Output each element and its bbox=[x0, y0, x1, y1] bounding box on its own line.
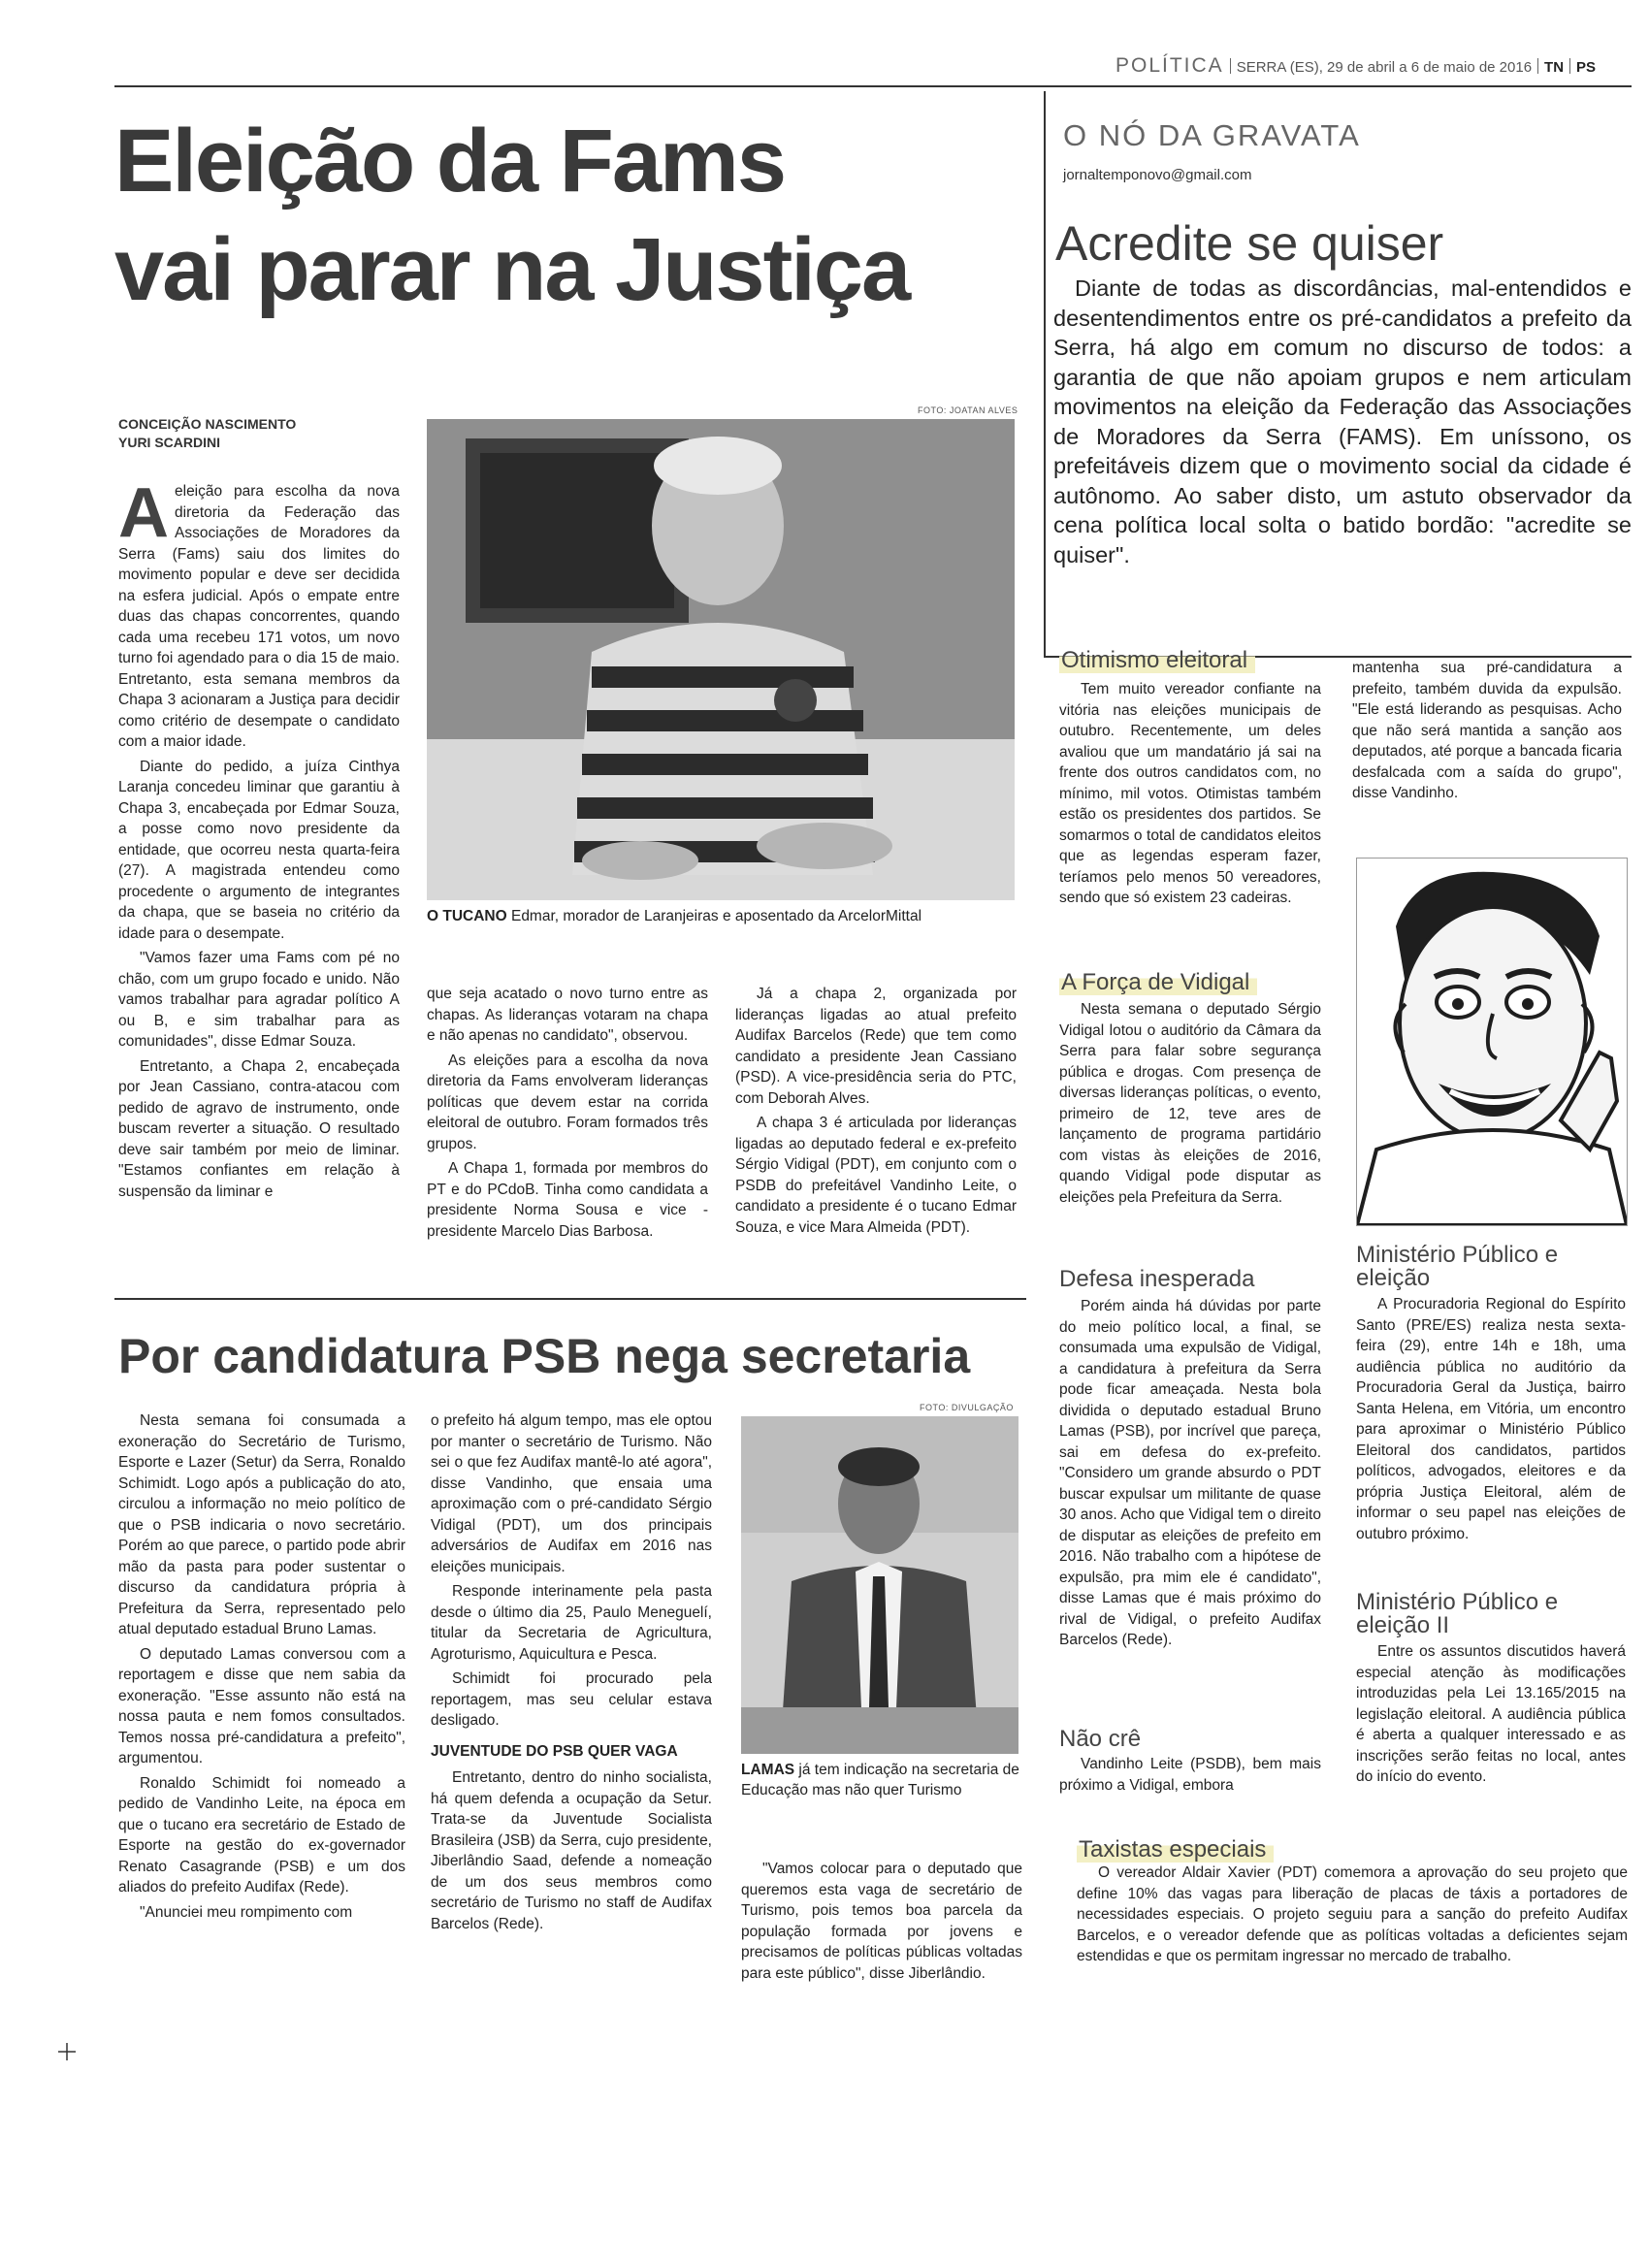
lamas-photo bbox=[741, 1416, 1018, 1754]
caption-text: Edmar, morador de Laranjeiras e aposentado da ArcelorMittal bbox=[506, 908, 922, 924]
main-col2-p1: que seja acatado o novo turno entre as chapas. As lideranças votaram na chapa e não apenas no candidato", observou. bbox=[427, 986, 708, 1044]
paper-abbrev-b: PS bbox=[1576, 59, 1597, 76]
note-forca-text: Nesta semana o deputado Sérgio Vidigal lotou o auditório da Câmara da Serra para falar sobre segurança pública e drogas. Com presença de diversas lideranças políticas, o evento, primeiro de 12, teve ares de lançamento de programa partidário com vistas às eleições de 2016, quando Vidigal pode disputar as eleições pela Prefeitura da Serra. bbox=[1059, 1001, 1321, 1206]
psb-col1-p1: Nesta semana foi consumada a exoneração do Secretário de Turismo, Esporte e Lazer (Setur) da Serra, Ronaldo Schimidt. Logo após a publicação do ato, circulou a informação no meio político de que o PSB indicaria o novo secretário. Porém ao que parece, o partido pode abrir mão da pasta para poder sustentar o discurso da candidatura própria à Prefeitura da Serra, representado pelo atual deputado estadual Bruno Lamas. bbox=[118, 1412, 405, 1637]
note-otimismo-continued bbox=[1352, 658, 1622, 808]
edmar-photo-illustration bbox=[427, 419, 1015, 900]
note-naocre-text: Vandinho Leite (PSDB), bem mais próximo a Vidigal, embora bbox=[1059, 1756, 1321, 1794]
note-taxi-head: Taxistas especiais bbox=[1077, 1837, 1274, 1863]
column-title: Acredite se quiser bbox=[1055, 216, 1444, 271]
psb-col-2 bbox=[431, 1410, 712, 1938]
note-mp2-head: Ministério Público e eleição II bbox=[1356, 1589, 1559, 1638]
paper-abbrev-a: TN bbox=[1544, 59, 1565, 76]
psb-col1-p2: O deputado Lamas conversou com a reportagem e disse que nem sabia da exoneração. "Esse assunto não está na nossa pauta e nem fomos consultados. Temos nossa pré-candidatura a prefeito", argumentou. bbox=[118, 1645, 405, 1766]
main-col3-p1: Já a chapa 2, organizada por lideranças ligadas ao atual prefeito Audifax Barcelos (Rede) que tem como candidato a presidente Jean Cassiano (PSD). A vice-presidência seria do PTC, com Deborah Alves. bbox=[735, 986, 1017, 1107]
photo-caption bbox=[427, 906, 1028, 926]
note-mp-head: Ministério Público e eleição bbox=[1356, 1242, 1559, 1291]
psb-col-3 bbox=[741, 1859, 1022, 1988]
main-story-col-2 bbox=[427, 984, 708, 1246]
note-defesa-text: Porém ainda há dúvidas por parte do meio político local, a final, se consumada uma expulsão de Vidigal, a candidatura à prefeitura da Serra pode ficar ameaçada. Nesta bola dividida o deputado estadual Bruno Lamas (PSB), por incrível que pareça, sai em defesa do ex-prefeito. "Considero um grande absurdo o PDT buscar expulsar um militante de quase 30 anos. Acho que Vidigal tem o direito de disputar as eleições de prefeito em 2016. Não trabalho com a hipótese de expulsão, pra mim ele é candidato", disse Lamas que é mais próximo do rival de Vidigal, o prefeito Audifax Barcelos (Rede). bbox=[1059, 1298, 1321, 1648]
note-otimismo-text: Tem muito vereador confiante na vitória nas eleições municipais de outubro. Recentemente, um deles avaliou que um mandatário já sai na frente dos outros candidatos com, no mínimo, mil votos. Otimistas também estão os presidentes dos partidos. Se somarmos o total de candidatos eleitos que as legendas esperam fazer, teríamos pelo menos 50 vereadores, sendo que só existem 23 cadeiras. bbox=[1059, 681, 1321, 906]
note-forca-head: A Força de Vidigal bbox=[1059, 970, 1257, 995]
psb-caption-label: LAMAS bbox=[741, 1762, 795, 1778]
main-col3-p2: A chapa 3 é articulada por lideranças ligadas ao deputado federal e ex-prefeito Sérgio Vidigal (PDT), em conjunto com o PSDB do prefeitável Vandinho Leite, o candidato a presidente é o tucano Edmar Souza, e vice Mara Almeida (PDT). bbox=[735, 1115, 1017, 1236]
section-label: POLÍTICA bbox=[1116, 54, 1224, 77]
psb-col3-p1: "Vamos colocar para o deputado que queremos esta vaga de secretário de Turismo, pois temos boa parcela da população formada por jovens e precisamos de políticas públicas voltadas para este público", disse Jiberlândio. bbox=[741, 1861, 1022, 1982]
psb-col2-p3: Schimidt foi procurado pela reportagem, mas seu celular estava desligado. bbox=[431, 1670, 712, 1729]
note-otimismo-cont-text: mantenha sua pré-candidatura a prefeito, também duvida da expulsão. "Ele está liderando as pesquisas. Acho que não será mantida a sanção aos deputados, até porque a bancada ficaria desfalcada com a saída do grupo", disse Vandinho. bbox=[1352, 660, 1622, 801]
note-forca bbox=[1059, 999, 1321, 1212]
header-rule bbox=[114, 85, 1632, 87]
note-naocre-head: Não crê bbox=[1059, 1726, 1142, 1752]
main-story-col-1 bbox=[118, 474, 400, 1206]
note-defesa bbox=[1059, 1296, 1321, 1655]
psb-caption-text: já tem indicação na secretaria de Educação mas não quer Turismo bbox=[741, 1762, 1019, 1798]
caption-label: O TUCANO bbox=[427, 908, 507, 924]
psb-col1-p3: Ronaldo Schimidt foi nomeado a pedido de Vandinho Leite, na época em que o tucano era secretário de Estado de Esporte na gestão do ex-governador Renato Casagrande (PSB) e um dos aliados do prefeito Audifax (Rede). bbox=[118, 1774, 405, 1895]
dropcap: A bbox=[118, 474, 169, 552]
lamas-photo-illustration bbox=[741, 1416, 1018, 1754]
psb-headline: Por candidatura PSB nega secretaria bbox=[118, 1329, 971, 1383]
main-col2-p3: A Chapa 1, formada por membros do PT e do PCdoB. Tinha como candidata a presidente Norma Sousa e vice -presidente Marcelo Dias Barbosa. bbox=[427, 1160, 708, 1240]
note-taxi-text: O vereador Aldair Xavier (PDT) comemora a aprovação do seu projeto que define 10% das vagas para liberação de placas de táxis a portadores de necessidades especiais. O projeto seguiu para a sanção do prefeito Audifax Barcelos, e o vereador defende que as políticas voltadas a deficientes sejam estendidas e que os permitam ingressar no mercado de trabalho. bbox=[1077, 1864, 1628, 1964]
main-headline bbox=[114, 107, 1026, 324]
note-mp2-text: Entre os assuntos discutidos haverá especial atenção às modificações introduzidas pela Lei 13.165/2015 na legislação eleitoral. A audiência pública é aberta a qualquer interessado e as inscrições serão feitas no local, antes do início do evento. bbox=[1356, 1643, 1626, 1785]
author-1: CONCEIÇÃO NASCIMENTO bbox=[118, 416, 297, 432]
photo-credit: FOTO: JOATAN ALVES bbox=[918, 405, 1018, 415]
note-taxi bbox=[1077, 1863, 1628, 1971]
author-2: YURI SCARDINI bbox=[118, 435, 221, 450]
note-mp-text: A Procuradoria Regional do Espírito Santo (PRE/ES) realiza nesta sexta-feira (29), entre 14h e 18h, uma audiência pública no auditório da Procuradoria Geral da Justiça, bairro Santa Helena, em Vitória, um encontro para aproximar o Ministério Público Eleitoral dos candidatos, partidos políticos, advogados, eleitores e da própria Justiça Eleitoral, além de informar o seu papel nas eleições de outubro próximo. bbox=[1356, 1296, 1626, 1542]
note-mp2 bbox=[1356, 1641, 1626, 1792]
headline-line-2: vai parar na Justiça bbox=[114, 220, 910, 319]
psb-col1-p4: "Anunciei meu rompimento com bbox=[140, 1903, 353, 1921]
main-col2-p2: As eleições para a escolha da nova diretoria da Fams envolveram lideranças políticas que devem estar na corrida eleitoral de outubro. Foram formados três grupos. bbox=[427, 1052, 708, 1152]
headline-line-1: Eleição da Fams bbox=[114, 112, 785, 211]
note-defesa-head: Defesa inesperada bbox=[1059, 1266, 1255, 1292]
psb-col-1 bbox=[118, 1410, 405, 1927]
psb-subhead: JUVENTUDE DO PSB QUER VAGA bbox=[431, 1742, 678, 1760]
byline bbox=[118, 415, 409, 452]
crosshair-icon bbox=[58, 2043, 76, 2060]
place-date: SERRA (ES), 29 de abril a 6 de maio de 2016 bbox=[1236, 59, 1533, 76]
note-otimismo-head: Otimismo eleitoral bbox=[1059, 648, 1255, 673]
psb-col2-p2: Responde interinamente pela pasta desde o último dia 25, Paulo Meneguelí, titular da Secretaria de Agricultura, Agroturismo, Aquicultura e Pesca. bbox=[431, 1583, 712, 1663]
page-folio bbox=[1116, 54, 1630, 81]
column-lead-text: Diante de todas as discordâncias, mal-entendidos e desentendimentos entre os pré-candidatos a prefeito da Serra, há algo em comum no discurso de todos: a garantia de que não apoiam grupos e nem articulam movimentos na eleição da Federação das Associações de Moradores da Serra (FAMS). Em uníssono, os prefeitáveis dizem que o movimento social da cidade é autônomo. Ao saber disto, um astuto observador da cena política local solta o batido bordão: "acredite se quiser". bbox=[1053, 275, 1632, 567]
note-otimismo bbox=[1059, 679, 1321, 913]
column-email: jornaltemponovo@gmail.com bbox=[1063, 167, 1252, 183]
note-mp bbox=[1356, 1294, 1626, 1548]
vidigal-caricature bbox=[1356, 858, 1628, 1226]
psb-photo-credit: FOTO: DIVULGAÇÃO bbox=[920, 1403, 1014, 1412]
edmar-photo bbox=[427, 419, 1015, 900]
story-divider bbox=[114, 1298, 1026, 1300]
main-col1-p4: Entretanto, a Chapa 2, encabeçada por Jean Cassiano, contra-atacou com pedido de agravo de instrumento, onde buscam reverter a situação. O resultado deve sair também por meio de liminar. "Estamos confiantes em relação à suspensão da liminar e bbox=[118, 1057, 400, 1200]
psb-photo-caption bbox=[741, 1760, 1028, 1800]
column-name: O NÓ DA GRAVATA bbox=[1063, 118, 1361, 152]
column-lead bbox=[1053, 274, 1632, 569]
psb-col2-p1: o prefeito há algum tempo, mas ele optou por manter o secretário de Turismo. Não sei o que fez Audifax mantê-lo até agora", disse Vandinho, que ensaia uma aproximação com o pré-candidato Sérgio Vidigal (PDT), um dos principais adversários de Audifax em 2016 nas eleições municipais. bbox=[431, 1412, 712, 1575]
note-naocre bbox=[1059, 1754, 1321, 1799]
caricature-illustration bbox=[1357, 859, 1627, 1225]
psb-col2-p4: Entretanto, dentro do ninho socialista, há quem defenda a ocupação da Setur. Trata-se da Juventude Socialista Brasileira (JSB) da Serra, cujo presidente, Jiberlândio Saad, defende a nomeação de um dos seus membros como secretário de Turismo no staff de Audifax Barcelos (Rede). bbox=[431, 1769, 712, 1932]
main-story-col-3 bbox=[735, 984, 1017, 1242]
main-col1-p3: "Vamos fazer uma Fams com pé no chão, com um grupo focado e unido. Não vamos trabalhar para agradar político A ou B, e sim trabalhar para as comunidades", disse Edmar Souza. bbox=[118, 950, 400, 1050]
main-col1-p2: Diante do pedido, a juíza Cinthya Laranja concedeu liminar que garantiu à Chapa 3, encabeçada por Edmar Souza, a posse como novo presidente da entidade, que ocorreu nesta quarta-feira (27). A magistrada entendeu como procedente o argumento de integrantes da chapa, que se baseia no critério da idade para o desempate. bbox=[118, 758, 400, 942]
main-col1-p1: eleição para escolha da nova diretoria da Federação das Associações de Moradores da Serra (Fams) saiu dos limites do movimento popular e deve ser decidida na esfera judicial. Após o empate entre duas das chapas concorrentes, quando cada uma recebeu 171 votos, um novo turno foi agendado para o dia 15 de maio. Entretanto, esta semana membros da Chapa 3 acionaram a Justiça para decidir como critério de desempate o candidato com a maior idade. bbox=[118, 483, 400, 750]
